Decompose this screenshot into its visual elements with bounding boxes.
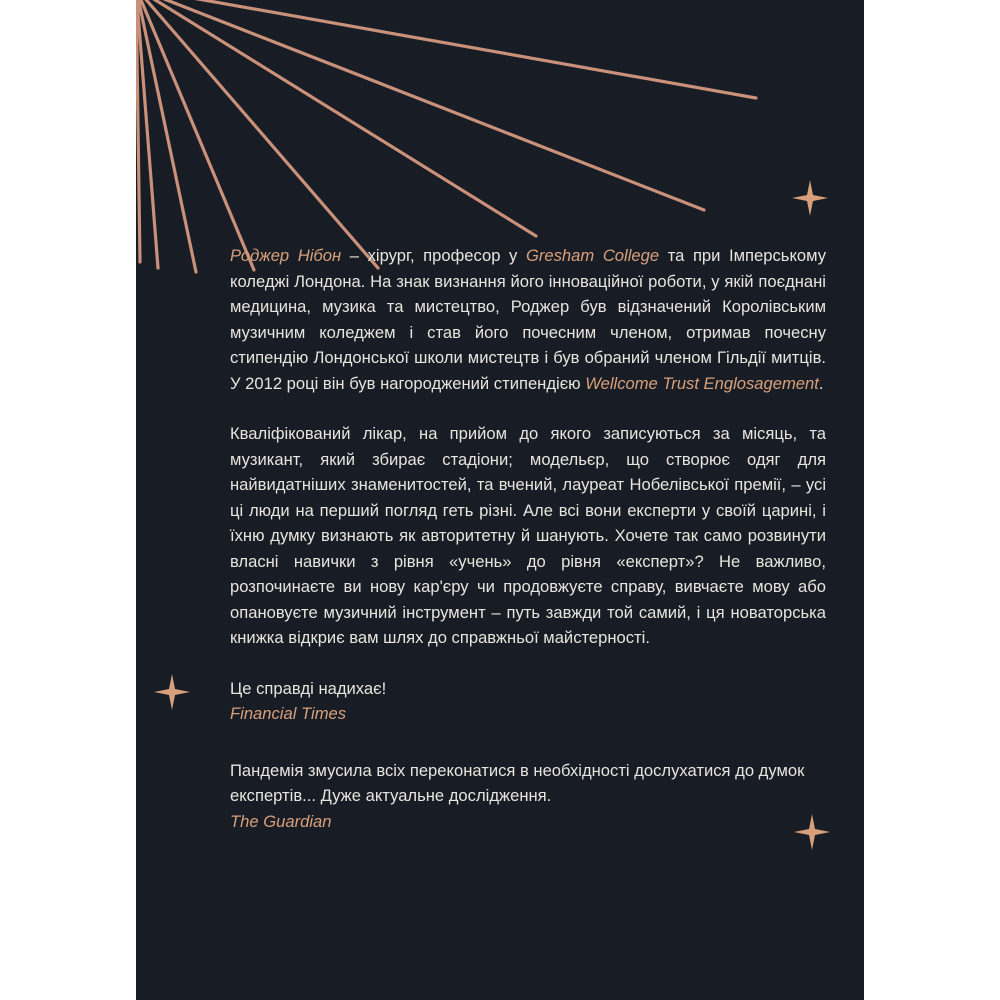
ray-5 (136, 0, 378, 268)
review-quote-2 (230, 758, 826, 835)
bio-text-3: . (818, 373, 824, 393)
back-cover-text (230, 243, 826, 865)
college-name: Gresham College (525, 246, 660, 265)
sparkle-icon-left (154, 674, 190, 710)
book-description: Кваліфікований лікар, на прийом до якого записуються за місяць, та музикант, який збирає стадіони; модельєр, що створює одяг для найвидатніших знаменитостей, та вчений, лауреат Нобелівської премії, – усі ці люди на перший погляд геть різні. Але всі вони експерти у своїй царині, і їхню думку визнають як авторитетну й шанують. Хочете так само розвинути власні навички з рівня «учень» до рівня «експерт»? Не важливо, розпочинаєте ви нову кар'єру чи продовжуєте справу, вивчаєте мову або опановуєте музичний інструмент – путь завжди той самий, і ця новаторська книжка відкриє вам шлях до справжньої майстерності. (230, 424, 826, 647)
review-quote-1 (230, 676, 826, 727)
bio-text-1: – хірург, професор у (341, 246, 526, 265)
ray-7 (136, 0, 196, 272)
ray-4 (136, 0, 536, 236)
quote-source-2: The Guardian (230, 811, 332, 831)
sparkle-icon-top-right (792, 180, 828, 216)
author-bio (230, 243, 826, 396)
quote-source-1: Financial Times (230, 704, 347, 723)
bio-text-2: та при Імперському коледжі Лондона. На знак визнання його інноваційної роботи, у якій поєднані медицина, музика та мистецтво, Роджер був відзначений Королівським музичним коледжем і став його почесним членом, отримав почесну стипендію Лондонської школи мистецтв і був обраний членом Гільдії митців. У 2012 році він був нагороджений стипендією (230, 246, 827, 393)
author-name: Роджер Нібон (230, 246, 342, 265)
quote-text-2: Пандемія змусила всіх переконатися в необхідності дослухатися до думок експертів... Дуже актуальне дослідження. (230, 760, 805, 805)
book-back-cover (136, 0, 864, 1000)
quote-text-1: Це справді надихає! (230, 678, 387, 698)
ray-2 (136, 0, 756, 98)
ray-3 (136, 0, 704, 210)
trust-name: Wellcome Trust Englosagement (585, 373, 819, 393)
